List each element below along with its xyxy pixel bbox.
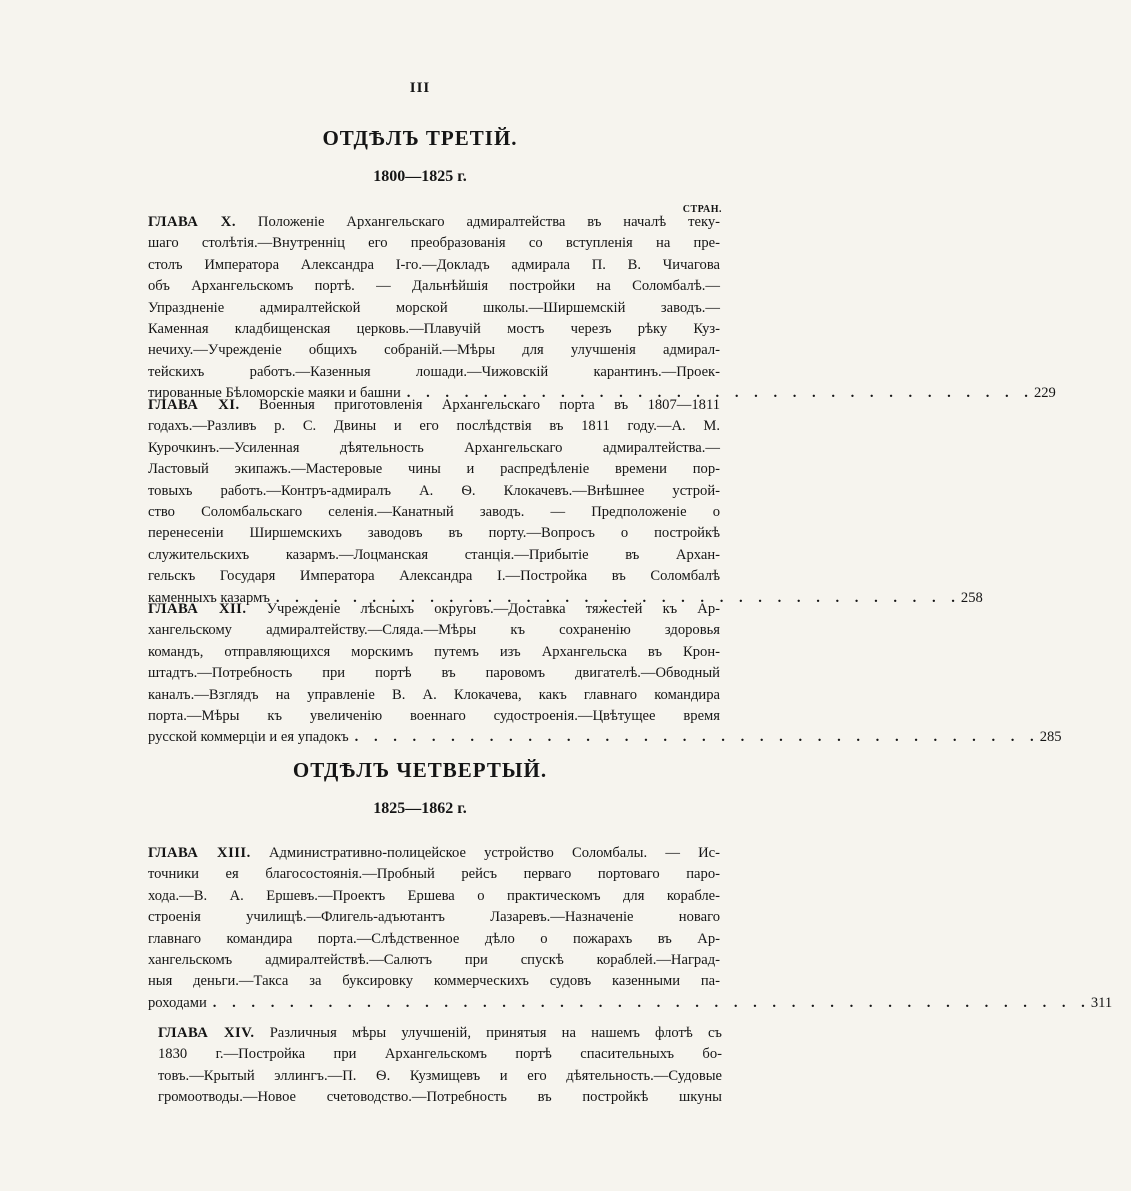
- section-years: 1800—1825 г.: [373, 168, 467, 185]
- chapter-last-line: русской коммерціи и ея упадокъ . . . . . . . . . . . . . . . . . . . . . . . . . . . . . . . . . . . . 285: [148, 727, 720, 748]
- chapter-label: ГЛАВА X.: [148, 214, 236, 230]
- chapter-line: служительскихъ казармъ.—Лоцманская станція.—Прибытіе въ Архан-: [148, 546, 720, 563]
- chapter-line: годахъ.—Разливъ р. С. Двины и его послѣдствія въ 1811 году.—А. М.: [148, 418, 720, 435]
- page-ref: 229: [1033, 385, 1056, 402]
- chapter-line: нечиху.—Учрежденіе общихъ собраній.—Мѣры для улучшенія адмирал-: [148, 342, 720, 359]
- chapter-line: порта.—Мѣры къ увеличенію военнаго судостроенія.—Цвѣтущее время: [148, 707, 720, 724]
- chapter-last-line: тированные Бѣломорскіе маяки и башни . . . . . . . . . . . . . . . . . . . . . . . . . . . . . . . . . 229: [148, 383, 720, 404]
- chapter-line: перенесеніи Ширшемскихъ заводовъ въ порту.—Вопросъ о постройкѣ: [148, 525, 720, 542]
- chapter-line: хода.—В. А. Ершевъ.—Проектъ Ершева о практическомъ для корабле-: [148, 887, 720, 904]
- chapter-line: столъ Императора Александра І-го.—Докладъ адмирала П. В. Чичагова: [148, 256, 720, 273]
- dot-leader: . . . . . . . . . . . . . . . . . . . . . . . . . . . . . . . . .: [406, 385, 1034, 402]
- chapter-label: ГЛАВА XIV.: [158, 1025, 255, 1041]
- chapter-line: ныя деньги.—Такса за буксировку коммерческихъ судовъ казенными па-: [148, 973, 720, 990]
- page-ref: 285: [1039, 729, 1062, 746]
- section-title: ОТДѢЛЪ ТРЕТІЙ.: [322, 126, 518, 150]
- page-ref: 311: [1090, 994, 1113, 1011]
- chapter-line: точники ея благосостоянія.—Пробный рейсъ перваго портоваго паро-: [148, 866, 720, 883]
- chapter-line: тейскихъ работъ.—Казенныя лошади.—Чижовскій карантинъ.—Проек-: [148, 363, 720, 380]
- dot-leader: . . . . . . . . . . . . . . . . . . . . . . . . . . . . . . . . . . . .: [354, 729, 1040, 746]
- chapter-line: Упраздненіе адмиралтейской морской школы.—Ширшемскій заводъ.—: [148, 299, 720, 316]
- chapter-line: ГЛАВА XIV. Различныя мѣры улучшеній, принятыя на нашемъ флотѣ съ: [158, 1025, 722, 1041]
- chapter-last-line: каменныхъ казармъ . . . . . . . . . . . . . . . . . . . . . . . . . . . . . . . . . . . . 258: [148, 588, 720, 609]
- chapter-line: хангельскому адмиралтейству.—Сляда.—Мѣры къ сохраненію здоровья: [148, 622, 720, 639]
- chapter-line: строенія училищѣ.—Флигель-адъютантъ Лазаревъ.—Назначеніе новаго: [148, 909, 720, 926]
- chapter-label: ГЛАВА XII.: [148, 601, 247, 617]
- chapter-line: товыхъ работъ.—Контръ-адмиралъ А. Ѳ. Клокачевъ.—Внѣшнее устрой-: [148, 482, 720, 499]
- chapter-entry: [148, 599, 1062, 749]
- chapter-label: ГЛАВА XIII.: [148, 845, 251, 861]
- chapter-line: гельскъ Государя Императора Александра І.—Постройка въ Соломбалѣ: [148, 568, 720, 585]
- page-number: III: [409, 80, 431, 96]
- chapter-entry: [148, 212, 1056, 405]
- section-years: 1825—1862 г.: [373, 800, 467, 817]
- chapter-line: ГЛАВА XII. Учрежденіе лѣсныхъ округовъ.—Доставка тяжестей къ Ар-: [148, 601, 721, 617]
- chapter-line: ГЛАВА X. Положеніе Архангельскаго адмиралтейства въ началѣ теку-: [148, 214, 720, 230]
- chapter-line: 1830 г.—Постройка при Архангельскомъ портѣ спасительныхъ бо-: [158, 1046, 722, 1063]
- chapter-entry: [148, 843, 1113, 1014]
- chapter-entry: [158, 1023, 722, 1109]
- pages-column-header: СТРАН.: [682, 204, 722, 215]
- page-ref: 258: [960, 589, 983, 606]
- chapter-line: ГЛАВА XIII. Административно-полицейское устройство Соломбалы. — Ис-: [148, 845, 720, 861]
- chapter-line: каналъ.—Взглядъ на управленіе В. А. Клокачева, какъ главнаго командира: [148, 686, 720, 703]
- dot-leader: . . . . . . . . . . . . . . . . . . . . . . . . . . . . . . . . . . . .: [275, 589, 961, 606]
- chapter-line: командъ, отправляющихся морскимъ путемъ изъ Архангельска въ Крон-: [148, 643, 720, 660]
- chapter-line: Каменная кладбищенская церковь.—Плавучій мостъ черезъ рѣку Куз-: [148, 320, 720, 337]
- chapter-line: товъ.—Крытый эллингъ.—П. Ѳ. Кузмищевъ и его дѣятельность.—Судовые: [158, 1067, 722, 1084]
- chapter-last-line: роходами . . . . . . . . . . . . . . . . . . . . . . . . . . . . . . . . . . . . . . . . . . . . . . 311: [148, 993, 720, 1014]
- chapter-line: главнаго командира порта.—Слѣдственное дѣло о пожарахъ въ Ар-: [148, 930, 720, 947]
- chapter-line: объ Архангельскомъ портѣ. — Дальнѣйшія постройки на Соломбалѣ.—: [148, 278, 720, 295]
- chapter-line: Курочкинъ.—Усиленная дѣятельность Архангельскаго адмиралтейства.—: [148, 439, 720, 456]
- chapter-line: ство Соломбальскаго селенія.—Канатный заводъ. — Предположеніе о: [148, 503, 720, 520]
- chapter-line: хангельскомъ адмиралтействѣ.—Салютъ при спускѣ кораблей.—Наград-: [148, 951, 720, 968]
- dot-leader: . . . . . . . . . . . . . . . . . . . . . . . . . . . . . . . . . . . . . . . . . . . . . .: [212, 994, 1091, 1011]
- chapter-line: шаго столѣтія.—Внутренніц его преобразованія со вступленія на пре-: [148, 235, 720, 252]
- chapter-line: ГЛАВА XI. Военныя приготовленія Архангельскаго порта въ 1807—1811: [148, 397, 720, 413]
- chapter-line: Ластовый экипажъ.—Мастеровые чины и распредѣленіе времени пор-: [148, 461, 720, 478]
- chapter-label: ГЛАВА XI.: [148, 397, 240, 413]
- chapter-line: громоотводы.—Новое счетоводство.—Потребность въ постройкѣ шкуны: [158, 1089, 722, 1106]
- section-title: ОТДѢЛЪ ЧЕТВЕРТЫЙ.: [292, 758, 548, 782]
- chapter-line: штадтъ.—Потребность при портѣ въ паровомъ двигателѣ.—Обводный: [148, 665, 720, 682]
